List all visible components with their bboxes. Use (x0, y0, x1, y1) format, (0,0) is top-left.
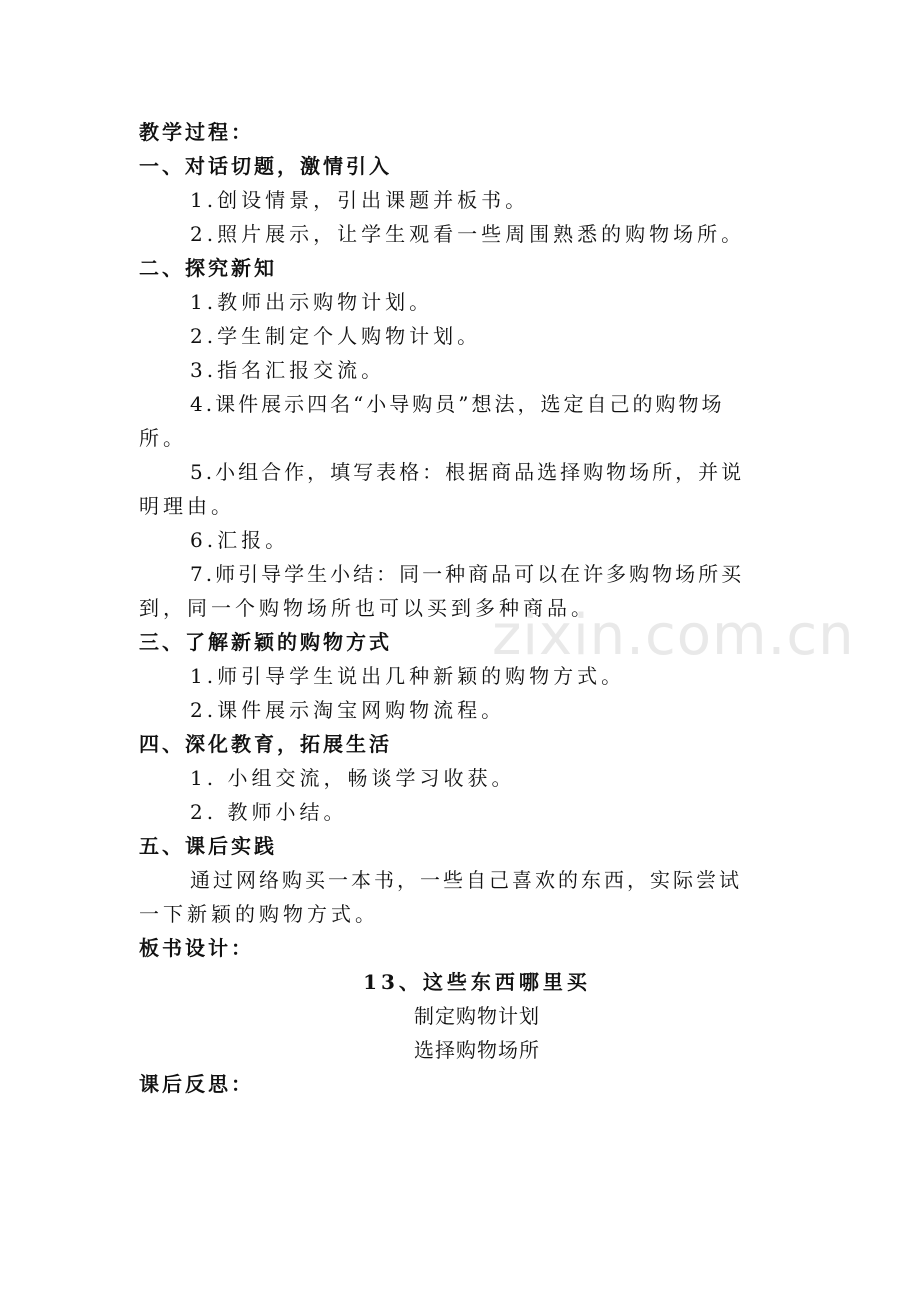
section-2-item-6: 6.汇报。 (190, 528, 290, 552)
reflection-heading: 课后反思： (139, 1072, 254, 1096)
board-design-heading: 板书设计： (139, 936, 254, 960)
section-5-line-1: 通过网络购买一本书，一些自己喜欢的东西，实际尝试 (190, 868, 742, 892)
section-5-title: 五、课后实践 (139, 834, 277, 858)
section-2-item-5-line-2: 明理由。 (139, 494, 235, 518)
section-1-item-1: 1.创设情景，引出课题并板书。 (190, 188, 530, 212)
board-line-2: 选择购物场所 (414, 1038, 540, 1062)
watermark: zixin.com.cn (492, 603, 855, 668)
section-3-item-1: 1.师引导学生说出几种新颖的购物方式。 (190, 664, 626, 688)
section-2-item-7-line-1: 7.师引导学生小结：同一种商品可以在许多购物场所买 (190, 562, 745, 586)
board-line-1: 制定购物计划 (414, 1004, 540, 1028)
section-2-item-7-line-2: 到，同一个购物场所也可以买到多种商品。 (139, 596, 595, 620)
section-2-item-5-line-1: 5.小组合作，填写表格：根据商品选择购物场所，并说 (190, 460, 745, 484)
section-5-line-2: 一下新颖的购物方式。 (139, 902, 379, 926)
section-2-item-3: 3.指名汇报交流。 (190, 358, 386, 382)
board-title: 13、这些东西哪里买 (363, 970, 591, 994)
section-4-item-1: 1. 小组交流，畅谈学习收获。 (190, 766, 516, 790)
section-2-item-4-line-1: 4.课件展示四名“小导购员”想法，选定自己的购物场 (190, 392, 725, 416)
section-2-item-4-line-2: 所。 (139, 426, 187, 450)
section-2-item-2: 2.学生制定个人购物计划。 (190, 324, 482, 348)
section-4-title: 四、深化教育，拓展生活 (139, 732, 392, 756)
section-2-item-1: 1.教师出示购物计划。 (190, 290, 434, 314)
section-3-item-2: 2.课件展示淘宝网购物流程。 (190, 698, 506, 722)
section-3-title: 三、了解新颖的购物方式 (139, 630, 392, 654)
teaching-process-heading: 教学过程： (139, 120, 254, 144)
section-2-title: 二、探究新知 (139, 256, 277, 280)
section-1-item-2: 2.照片展示，让学生观看一些周围熟悉的购物场所。 (190, 222, 746, 246)
section-4-item-2: 2. 教师小结。 (190, 800, 348, 824)
section-1-title: 一、对话切题，激情引入 (139, 154, 392, 178)
